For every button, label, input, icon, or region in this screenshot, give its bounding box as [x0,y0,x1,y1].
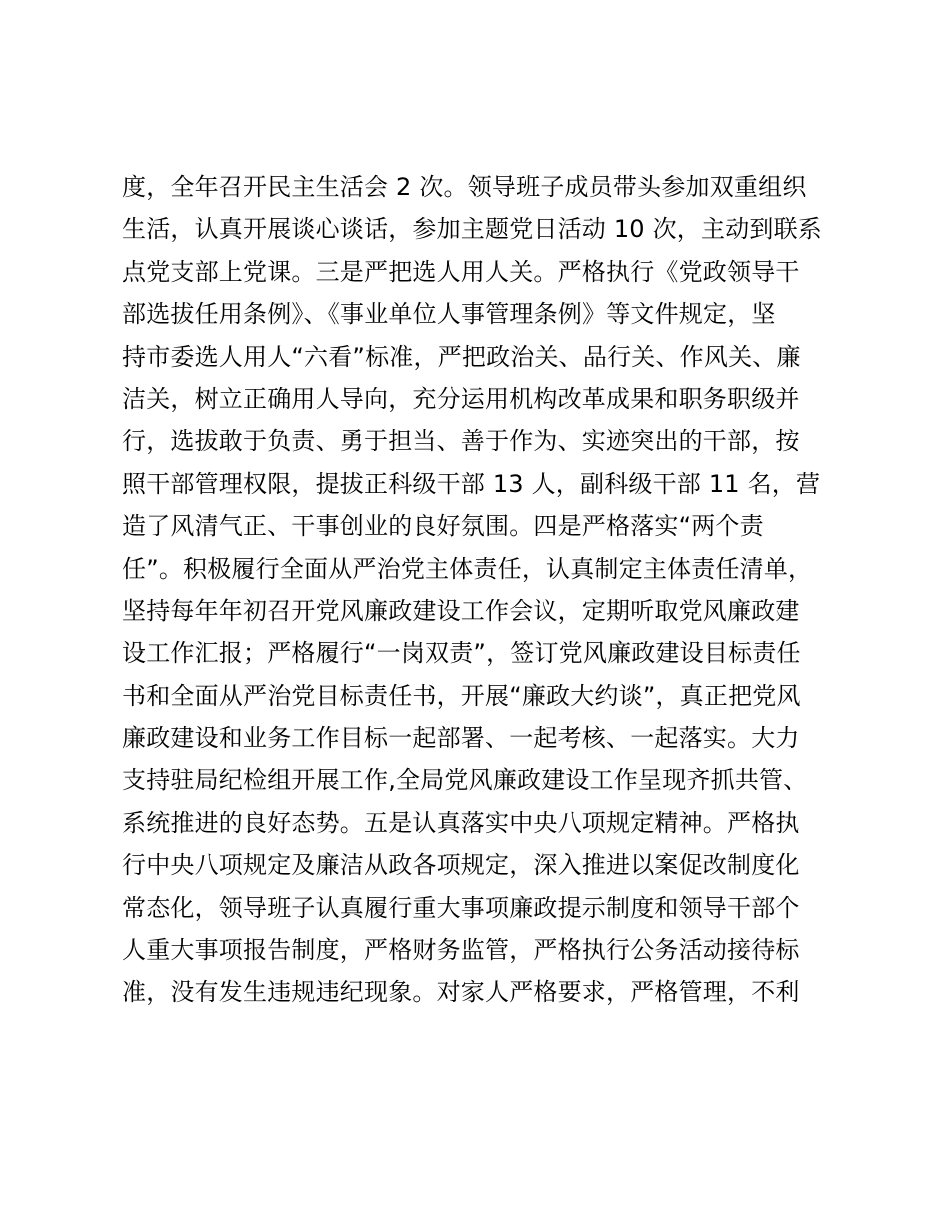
text-line: 书和全面从严治党目标责任书，开展“廉政大约谈”，真正把党风 [122,681,801,710]
text-line: 行，选拔敢于负责、勇于担当、善于作为、实迹突出的干部，按 [122,427,800,456]
text-line: 廉政建设和业务工作目标一起部署、一起考核、一起落实。大力 [122,724,800,753]
text-line: 行中央八项规定及廉洁从政各项规定，深入推进以案促改制度化 [122,851,800,880]
text-line: 坚持每年年初召开党风廉政建设工作会议，定期听取党风廉政建 [122,596,800,625]
text-line: 系统推进的良好态势。五是认真落实中央八项规定精神。严格执 [122,808,800,837]
text-line: 点党支部上党课。三是严把选人用人关。严格执行《党政领导干 [122,257,800,286]
text-line: 准，没有发生违规违纪现象。对家人严格要求，严格管理，不利 [122,978,800,1007]
text-line: 洁关，树立正确用人导向，充分运用机构改革成果和职务职级并 [122,384,800,413]
text-line: 任”。积极履行全面从严治党主体责任，认真制定主体责任清单， [122,554,813,583]
text-line: 支持驻局纪检组开展工作,全局党风廉政建设工作呈现齐抓共管、 [122,766,808,795]
text-line: 度，全年召开民主生活会 2 次。领导班子成员带头参加双重组织 [122,173,807,201]
text-line: 人重大事项报告制度，严格财务监管，严格执行公务活动接待标 [122,936,800,965]
text-line: 持市委选人用人“六看”标准，严把政治关、品行关、作风关、廉 [122,342,801,371]
text-line: 照干部管理权限，提拔正科级干部 13 人，副科级干部 11 名，营 [122,469,821,498]
text-line: 常态化，领导班子认真履行重大事项廉政提示制度和领导干部个 [122,893,800,922]
text-line: 部选拔任用条例》、《事业单位人事管理条例》等文件规定，坚 [122,300,776,329]
text-line: 设工作汇报；严格履行“一岗双责”，签订党风廉政建设目标责任 [122,639,801,668]
text-line: 造了风清气正、干事创业的良好氛围。四是严格落实“两个责 [122,512,764,541]
body-paragraph [122,166,842,1014]
text-line: 生活，认真开展谈心谈话，参加主题党日活动 10 次，主动到联系 [122,215,822,244]
